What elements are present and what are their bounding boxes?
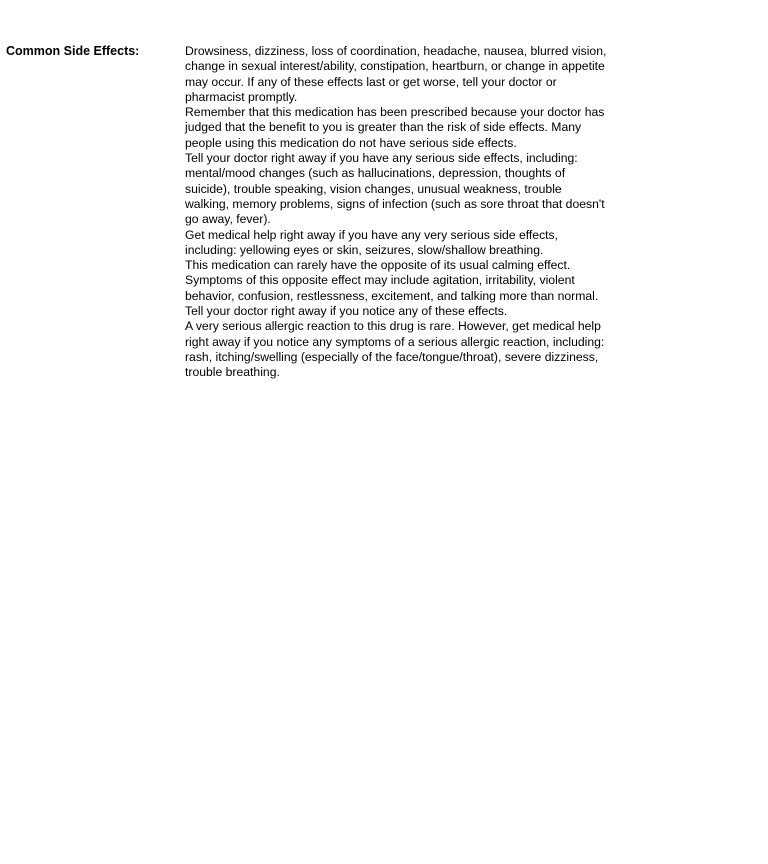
paragraph-very-serious-effects: Get medical help right away if you have any very serious side effects, including: yellowing eyes or skin, seizures, slow/shallow breathing. (185, 227, 559, 257)
paragraph-benefit-note: Remember that this medication has been prescribed because your doctor has judged that the benefit to you is greater than the risk of side effects. Many people using this medication do not have serious side effects. (185, 105, 605, 150)
paragraph-serious-effects: Tell your doctor right away if you have any serious side effects, including: mental/mood changes (such as hallucinations, depression, thoughts of suicide), trouble speaking, vision changes, unusual weakness, trouble walking, memory problems, signs of infection (such as sore throat that doesn't go away, fever). (185, 151, 605, 227)
paragraph-allergic-reaction: A very serious allergic reaction to this drug is rare. However, get medical help right away if you notice any symptoms of a serious allergic reaction, including: rash, itching/swelling (especially of the face/tongue/throat), severe dizziness, trouble breathing. (185, 319, 605, 380)
section-label: Common Side Effects: (6, 44, 140, 58)
side-effects-content (185, 44, 609, 381)
paragraph-common-effects: Drowsiness, dizziness, loss of coordination, headache, nausea, blurred vision, change in sexual interest/ability, constipation, heartburn, or change in appetite may occur. If any of these effects last or get worse, tell your doctor or pharmacist promptly. (185, 44, 607, 104)
paragraph-paradoxical-effect: This medication can rarely have the opposite of its usual calming effect. Symptoms of this opposite effect may include agitation, irritability, violent behavior, confusion, restlessness, excitement, and talking more than normal. Tell your doctor right away if you notice any of these effects. (185, 258, 599, 319)
